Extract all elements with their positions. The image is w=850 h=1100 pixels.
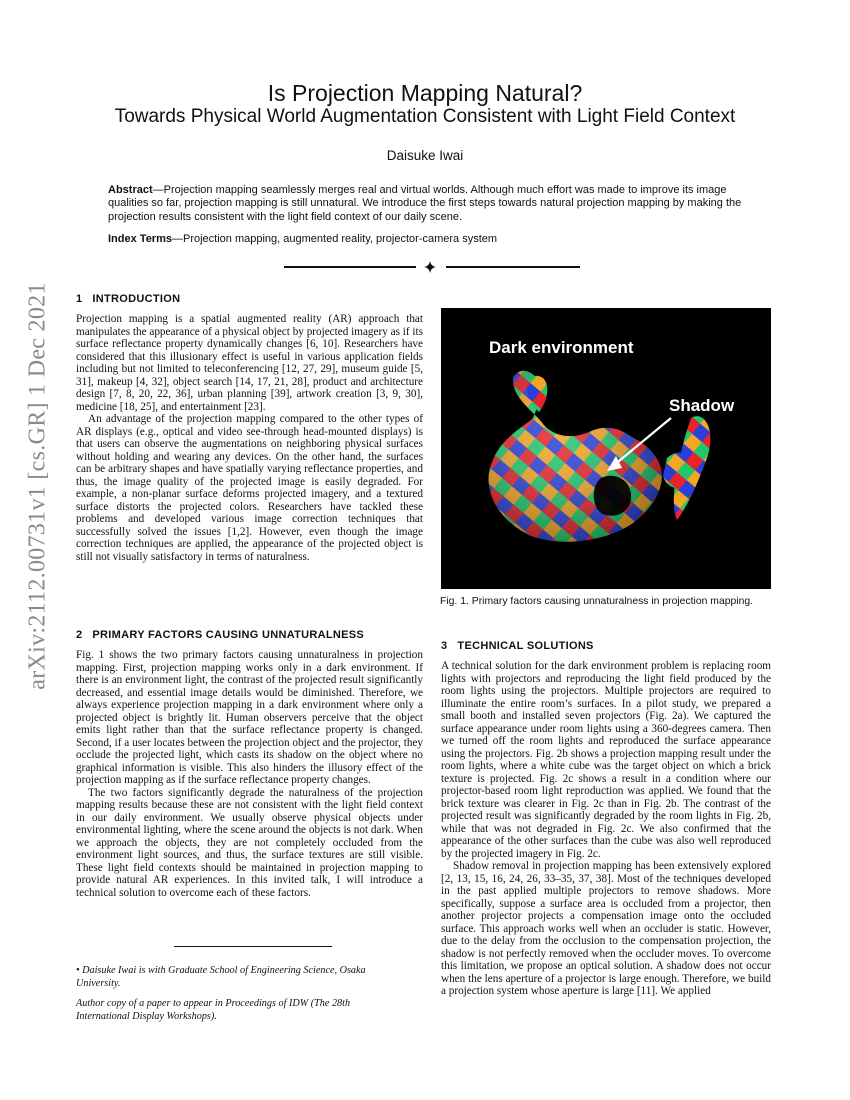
- paragraph: The two factors significantly degrade the naturalness of the projection mapping results because these are not consistent with the light field context in our daily environment. We usually observe physical objects under environmental lighting, where the scene around the objects is not dark. When we approach the objects, they are not completely occluded from the environment light sources, and thus, the surface textures are still visible. These light field contexts should be maintained in projection mapping to provide natural AR experiences. In this invited talk, I will introduce a technical solution to overcome each of these factors.: [76, 786, 423, 899]
- diamond-ornament-icon: [424, 261, 436, 273]
- paragraph: A technical solution for the dark environment problem is replacing room lights with projectors and reproducing the light field produced by the room lights using the projectors. Multiple projectors are required to illuminate the entire room’s surfaces. In a pilot study, we prepared a small booth and installed seven projectors (Fig. 2a). We captured the surface appearance under room lights using a 360-degrees camera. Then we turned off the room lights and reproduced the surface appearance using the projectors. Fig. 2b shows a projection mapping result under the room lights, where a white cube was the target object on which a brick texture is projected. Fig. 2c shows a result in a condition where our projector-based room light reproduction was applied. We found that the brick texture was clearer in Fig. 2c than in Fig. 2b. The contrast of the projected result was significantly degraded by the room lights in Fig. 2b, while that was not degraded in Fig. 2c. We also confirmed that the appearance of the other surfaces than the cube was also well reproduced by the projected imagery in Fig. 2c.: [441, 660, 771, 860]
- arxiv-stamp: arXiv:2112.00731v1 [cs.GR] 1 Dec 2021: [24, 282, 51, 690]
- figure-1-image: [441, 308, 771, 589]
- figure-label-shadow: Shadow: [669, 396, 735, 415]
- section-3-heading: 3 TECHNICAL SOLUTIONS: [441, 640, 594, 652]
- section-1-body: [76, 313, 423, 563]
- footnote-author-copy: Author copy of a paper to appear in Proceedings of IDW (The 28th International Display Workshops).: [76, 998, 351, 1022]
- section-2-heading: 2 PRIMARY FACTORS CAUSING UNNATURALNESS: [76, 629, 365, 641]
- footnote-rule: [174, 946, 332, 947]
- index-terms: [108, 233, 758, 245]
- paragraph: An advantage of the projection mapping compared to the other types of AR displays (e.g., optical and video see-through head-mounted displays) is that users can observe the augmentations on neighboring physical surfaces without holding and wearing any devices. On the other hand, the surfaces can be arbitrary shapes and have spatially varying reflectance properties, and thus, the image quality of the projected image is easily degraded. For example, a non-planar surface deforms projected imagery, and a textured surface distorts the projected colors. Researchers have tackled these problems and developed various image correction techniques that successfully solved the issues [1,2]. However, even though the image correction techniques are applied, the appearance of the projected object is still not visually satisfactory in terms of naturalness.: [76, 413, 423, 563]
- abstract: [108, 184, 758, 224]
- section-2-body: [76, 649, 423, 899]
- section-1-heading: 1 INTRODUCTION: [76, 293, 181, 305]
- paragraph: Shadow removal in projection mapping has been extensively explored [2, 13, 15, 16, 24, 26, 33–35, 37, 38]. Most of the techniques developed in the past applied multiple projectors to remove shadows. More specifically, suppose a surface area is occluded from a projector, then another projector projects a compensation image onto the occluded surface. This approach works well when an occluder is static. However, due to the delay from the occlusion to the compensation projection, the shadow is not perfectly removed when the occluder moves. To overcome this limitation, we propose an optical solution. A shadow does not occur when the lens aperture of a projector is large enough. Therefore, we build a projection system whose aperture is large [11]. We applied: [441, 860, 771, 997]
- footnote-affiliation: • Daisuke Iwai is with Graduate School of Engineering Science, Osaka University.: [76, 965, 366, 989]
- paragraph: Projection mapping is a spatial augmented reality (AR) approach that manipulates the appearance of a physical object by projected imagery as if its surface reflectance property dynamically changes [6, 10]. Researchers have considered that this illusionary effect is useful in various application fields including but not limited to teleconferencing [12, 27, 29], museum guide [5, 31], makeup [4, 32], object search [14, 17, 21, 28], product and architecture design [7, 8, 20, 22, 36], urban planning [39], artwork creation [3, 9, 30], medicine [18, 25], and entertainment [23].: [76, 313, 423, 413]
- separator-line-left: [284, 266, 416, 268]
- paper-title: Is Projection Mapping Natural?: [267, 80, 583, 106]
- paper-subtitle: Towards Physical World Augmentation Consistent with Light Field Context: [114, 106, 736, 127]
- index-terms-text: —Projection mapping, augmented reality, projector-camera system: [172, 233, 498, 245]
- bunny-body-shading: [489, 371, 662, 542]
- section-3-body: [441, 660, 771, 998]
- figure-1-caption: Fig. 1. Primary factors causing unnaturalness in projection mapping.: [440, 596, 754, 607]
- paragraph: Fig. 1 shows the two primary factors causing unnaturalness in projection mapping. First, projection mapping works only in a dark environment. If there is an environment light, the contrast of the projected result significantly decreased, and essential image details would be diminished. Therefore, we always experience projection mapping in a dark environment where only a projected object is brightly lit. Human observers perceive that the object emits light rather than that the surface reflectance property is changed. Second, if a user locates between the projection object and the projector, they occlude the projected light, which casts its shadow on the object where no graphical information is visible. This also hinders the illusory effect of the projection mapping as if the surface reflectance property changes.: [76, 649, 423, 786]
- index-terms-label: Index Terms: [108, 233, 172, 245]
- author-name: Daisuke Iwai: [386, 148, 464, 163]
- abstract-label: Abstract: [108, 184, 153, 196]
- separator-line-right: [446, 266, 580, 268]
- abstract-text: —Projection mapping seamlessly merges real and virtual worlds. Although much effort was made to improve its image qualities so far, projection mapping is still unnatural. We introduce the first steps towards natural projection mapping by making the projection results consistent with the light field context of our daily scene.: [108, 184, 742, 223]
- figure-label-dark-environment: Dark environment: [489, 338, 634, 357]
